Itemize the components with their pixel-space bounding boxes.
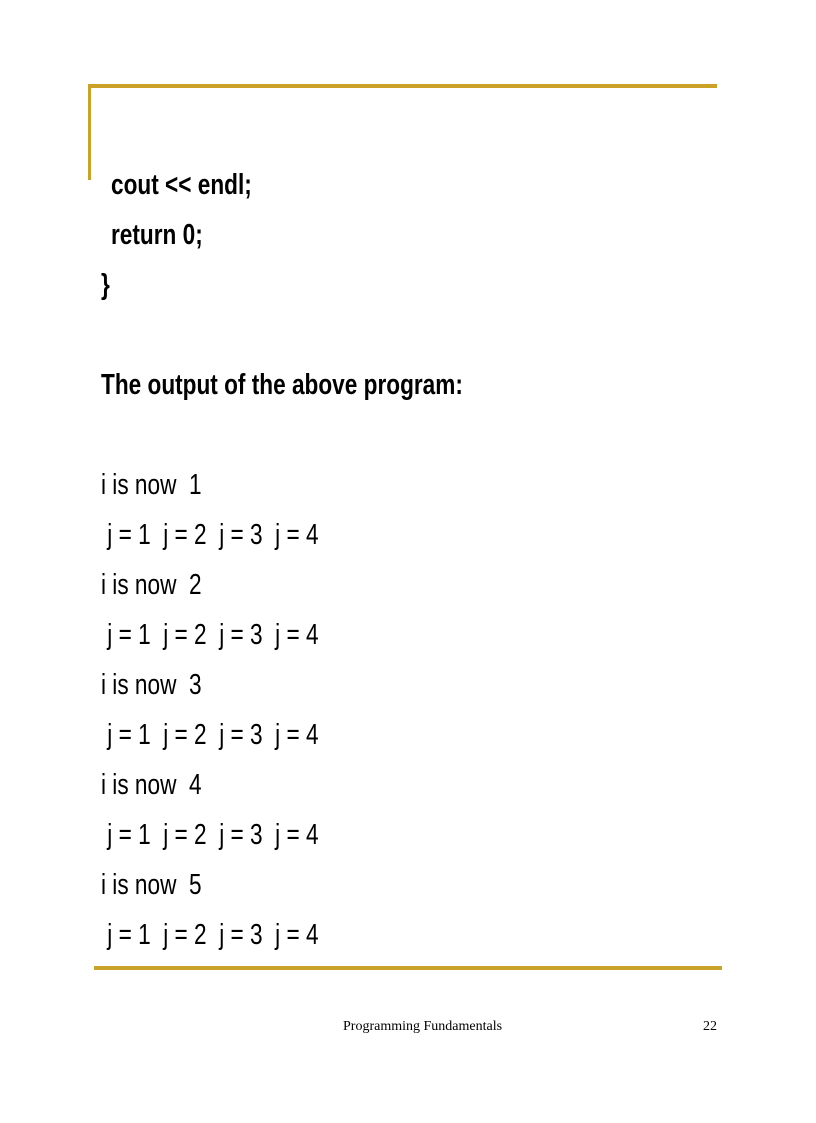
- output-line: j = 1 j = 2 j = 3 j = 4: [101, 719, 319, 751]
- left-accent-rule: [88, 84, 91, 180]
- output-line: i is now 5: [101, 869, 202, 901]
- output-line: i is now 2: [101, 569, 202, 601]
- bottom-accent-rule: [94, 966, 722, 970]
- output-line: j = 1 j = 2 j = 3 j = 4: [101, 919, 319, 951]
- output-line: j = 1 j = 2 j = 3 j = 4: [101, 619, 319, 651]
- output-line: j = 1 j = 2 j = 3 j = 4: [101, 519, 319, 551]
- output-heading: The output of the above program:: [101, 369, 463, 401]
- output-line: j = 1 j = 2 j = 3 j = 4: [101, 819, 319, 851]
- footer-title: Programming Fundamentals: [343, 1019, 503, 1034]
- output-line: i is now 1: [101, 469, 202, 501]
- code-line-closing-brace: }: [101, 269, 110, 301]
- page-number: 22: [703, 1019, 717, 1034]
- top-accent-rule: [88, 84, 717, 88]
- output-line: i is now 4: [101, 769, 202, 801]
- output-line: i is now 3: [101, 669, 202, 701]
- code-line-return: return 0;: [111, 219, 203, 251]
- code-line-cout: cout << endl;: [111, 169, 252, 201]
